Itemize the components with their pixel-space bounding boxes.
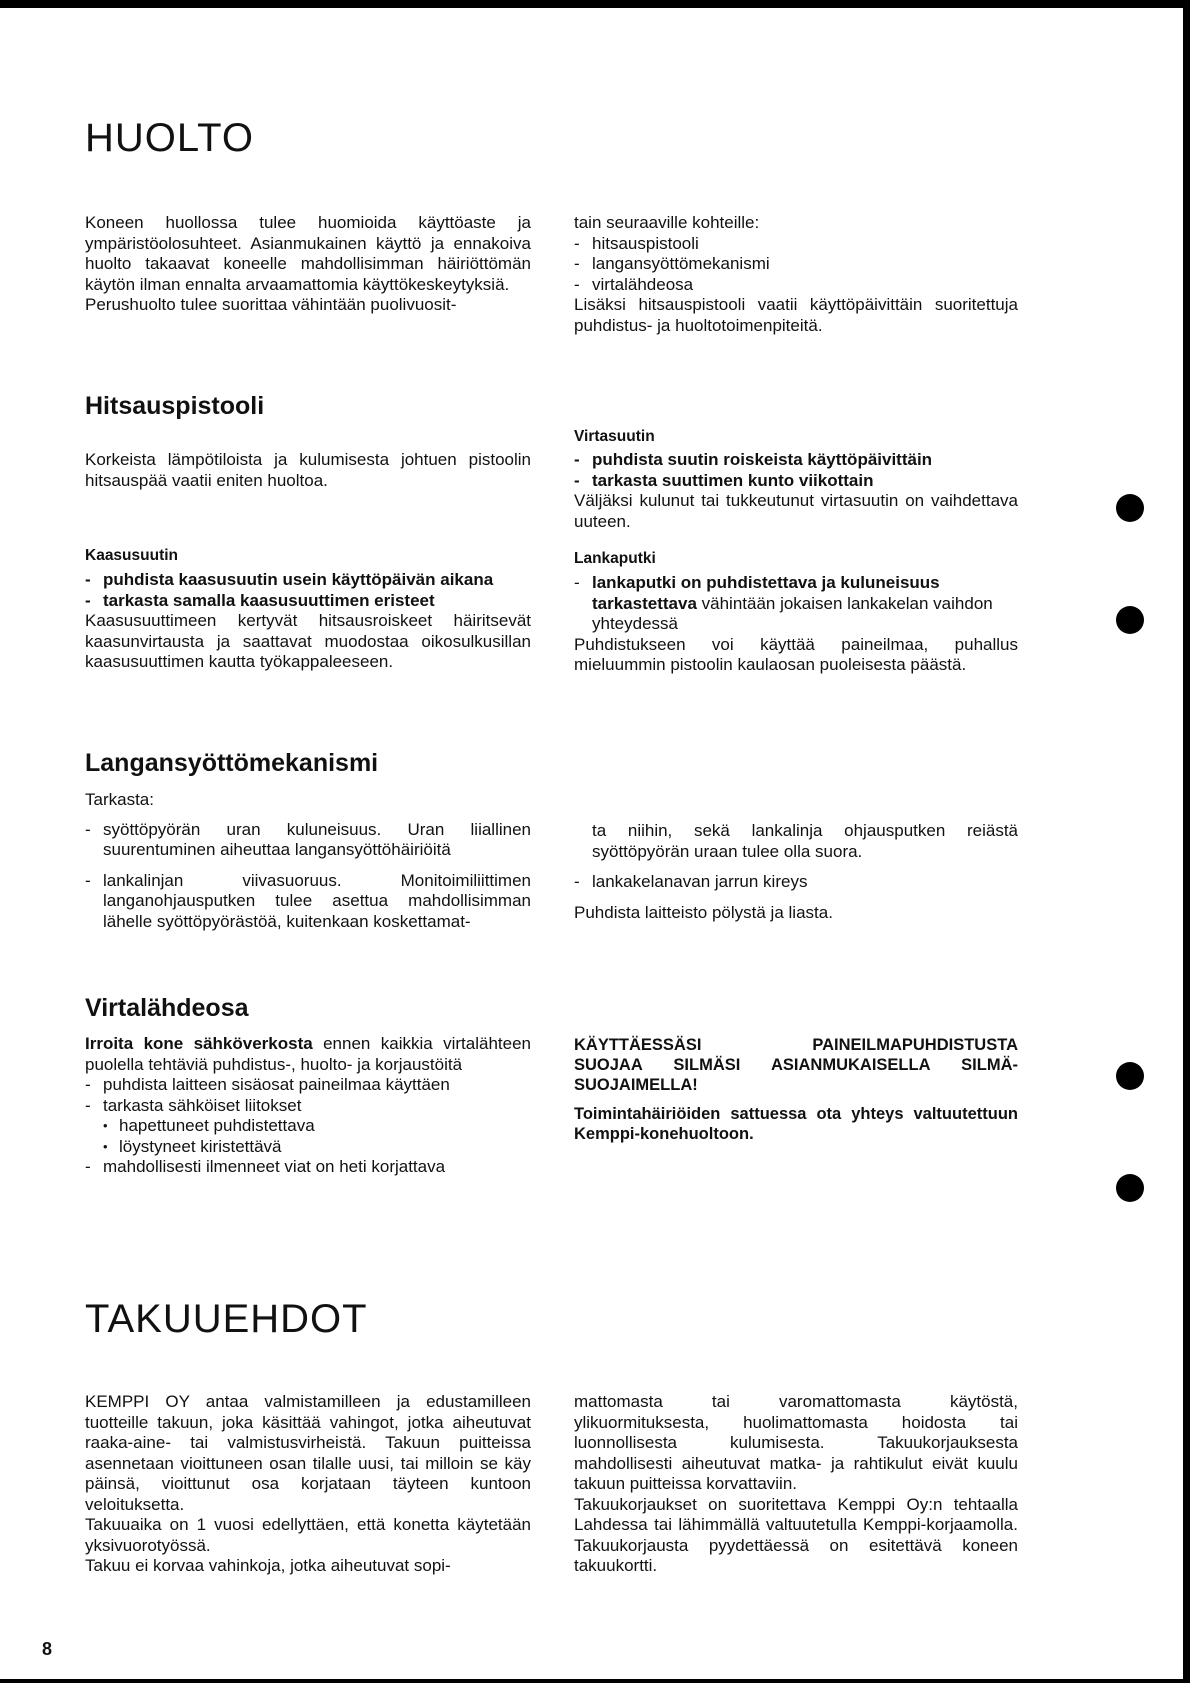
takuu-left <box>85 1392 531 1577</box>
huolto-intro-text-2: Perushuolto tulee suorittaa vähintään puolivuosit- <box>85 295 457 314</box>
takuu-right-text-1: mattomasta tai varomattomasta käytöstä, ylikuormituksesta, huolimattomasta hoidosta tai luonnollisesta kulumisesta. Takuukorjauksesta mahdollisesti aiheutuvat matka- ja rahtikulut eivät kuulu takuun puitteissa korvattaviin. <box>574 1392 1018 1493</box>
huolto-intro-text: Koneen huollossa tulee huomioida käyttöaste ja ympäristöolosuhteet. Asianmukainen käyttö ja ennakoiva huolto takaavat koneelle mahdollisimman häiriöttömän käytön ilman ennalta arvaamattomia käyttökeskeytyksiä. <box>85 213 531 294</box>
list-item: - lankalinjan viivasuoruus. Monitoimiliittimen langanohjausputken tulee asettua mahdollisimman lähelle syöttöpyörästöä, kuitenkaan koskettamat- <box>85 871 531 933</box>
langansyotto-continuation: ta niihin, sekä lankalinja ohjausputken reiästä syöttöpyörän uraan tulee olla suora. <box>592 821 1018 861</box>
hitsauspistooli-intro-text: Korkeista lämpötiloista ja kulumisesta johtuen pistoolin hitsauspää vaatii eniten huoltoa. <box>85 450 531 490</box>
virtalahdeosa-lead-rest: ennen kaikkia virtalähteen puolella tehtäviä puhdistus-, huolto- ja korjaustöitä <box>85 1034 531 1074</box>
takuu-right-text-2: Takuukorjaukset on suoritettava Kemppi Oy:n tehtaalla Lahdessa tai lähimmällä valtuutetulla Kemppi-korjaamolla. Takuukorjausta pyydettäessä on esitettävä koneen takuukortti. <box>574 1494 1018 1575</box>
list-item: - lankakelanavan jarrun kireys <box>574 872 1018 893</box>
virtasuutin-heading: Virtasuutin <box>574 428 655 445</box>
scan-edge-top <box>0 0 1190 8</box>
lankaputki-item-rest: vähintään jokaisen lankakelan vaihdon yhteydessä <box>592 593 993 633</box>
virtalahdeosa-lead-bold: Irroita kone sähköverkosta <box>85 1034 313 1053</box>
list-item: - langansyöttömekanismi <box>574 254 1018 275</box>
warning-line-3: SUOJAIMELLA! <box>574 1076 698 1094</box>
section-title-hitsauspistooli: Hitsauspistooli <box>85 392 265 420</box>
lankaputki-block <box>574 549 1018 676</box>
huolto-intro-right-lead: tain seuraaville kohteille: <box>574 213 760 232</box>
section-title-langansyotto: Langansyöttömekanismi <box>85 749 379 777</box>
takuu-left-text-3: Takuu ei korvaa vahinkoja, jotka aiheutuvat sopi- <box>85 1556 451 1575</box>
punch-hole <box>1116 1174 1144 1202</box>
langansyotto-footer: Puhdista laitteisto pölystä ja liasta. <box>574 902 833 922</box>
virtalahdeosa-lead <box>85 1034 531 1075</box>
lankaputki-text: Puhdistukseen voi käyttää paineilmaa, puhallus mieluummin pistoolin kaulaosan puoleisesta päästä. <box>574 634 1018 674</box>
contact-text: Toimintahäiriöiden sattuessa ota yhteys valtuutettuun Kemppi-konehuoltoon. <box>574 1105 1018 1143</box>
hitsauspistooli-intro <box>85 450 531 491</box>
takuu-right <box>574 1392 1018 1577</box>
list-item: - tarkasta samalla kaasusuuttimen eristeet <box>85 591 531 612</box>
page-title-huolto: HUOLTO <box>85 116 254 160</box>
section-title-virtalahdeosa: Virtalähdeosa <box>85 994 249 1022</box>
sub-list-item: • löystyneet kiristettävä <box>85 1137 531 1158</box>
list-item: - mahdollisesti ilmenneet viat on heti korjattava <box>85 1157 531 1178</box>
punch-hole <box>1116 606 1144 634</box>
huolto-intro-right-text: Lisäksi hitsauspistooli vaatii käyttöpäivittäin suoritettuja puhdistus- ja huoltotoimenpiteitä. <box>574 295 1018 335</box>
takuu-left-text-2: Takuuaika on 1 vuosi edellyttäen, että konetta käytetään yksivuorotyössä. <box>85 1515 531 1555</box>
list-item: - virtalähdeosa <box>574 275 1018 296</box>
langansyotto-right <box>574 821 1018 923</box>
list-item: - tarkasta suuttimen kunto viikottain <box>574 471 1018 492</box>
warning-line-2: SUOJAA SILMÄSI ASIANMUKAISELLA SILMÄ- <box>574 1056 1018 1074</box>
virtalahdeosa-right <box>574 1035 1018 1144</box>
warning-line-1: KÄYTTÄESSÄSI PAINEILMAPUHDISTUSTA <box>574 1036 1018 1054</box>
langansyotto-lead: Tarkasta: <box>85 790 154 809</box>
list-item: - puhdista suutin roiskeista käyttöpäivittäin <box>574 450 1018 471</box>
scan-edge-right <box>1183 0 1190 1683</box>
sub-list-item: • hapettuneet puhdistettava <box>85 1116 531 1137</box>
list-item: - syöttöpyörän uran kuluneisuus. Uran liiallinen suurentuminen aiheuttaa langansyöttöhäiriöitä <box>85 820 531 861</box>
lankaputki-heading: Lankaputki <box>574 550 656 567</box>
virtasuutin-text: Väljäksi kulunut tai tukkeutunut virtasuutin on vaihdettava uuteen. <box>574 491 1018 531</box>
punch-hole <box>1116 1062 1144 1090</box>
list-item: - puhdista kaasusuutin usein käyttöpäivän aikana <box>85 570 531 591</box>
virtasuutin-block <box>574 427 1018 532</box>
page-number: 8 <box>42 1639 53 1659</box>
scan-edge-bottom <box>0 1679 1190 1683</box>
kaasusuutin-block <box>85 546 531 673</box>
list-item: - tarkasta sähköiset liitokset <box>85 1096 531 1117</box>
list-item: - puhdista laitteen sisäosat paineilmaa käyttäen <box>85 1075 531 1096</box>
page-title-takuuehdot: TAKUUEHDOT <box>85 1297 368 1341</box>
lankaputki-item-bold: lankaputki on puhdistettava ja kuluneisuus tarkastettava <box>592 573 940 613</box>
huolto-intro-right <box>574 213 1018 336</box>
virtalahdeosa-left <box>85 1034 531 1178</box>
kaasusuutin-text: Kaasusuuttimeen kertyvät hitsausroiskeet häiritsevät kaasunvirtausta ja saattavat muodostaa oikosulkusillan kaasusuuttimen kautta työkappaleeseen. <box>85 611 531 671</box>
list-item: - hitsauspistooli <box>574 234 1018 255</box>
kaasusuutin-heading: Kaasusuutin <box>85 547 179 564</box>
punch-hole <box>1116 494 1144 522</box>
takuu-left-text-1: KEMPPI OY antaa valmistamilleen ja edustamilleen tuotteille takuun, joka käsittää vahingot, jotka aiheutuvat raaka-aine- tai valmistusvirheistä. Takuun puitteissa asennetaan vioittuneen osan tilalle uusi, tai milloin se käy päinsä, vioittunut osa korjataan täyteen kuntoon veloituksetta. <box>85 1392 531 1514</box>
list-item <box>574 573 1018 635</box>
langansyotto-left <box>85 790 531 932</box>
huolto-intro-left <box>85 213 531 316</box>
